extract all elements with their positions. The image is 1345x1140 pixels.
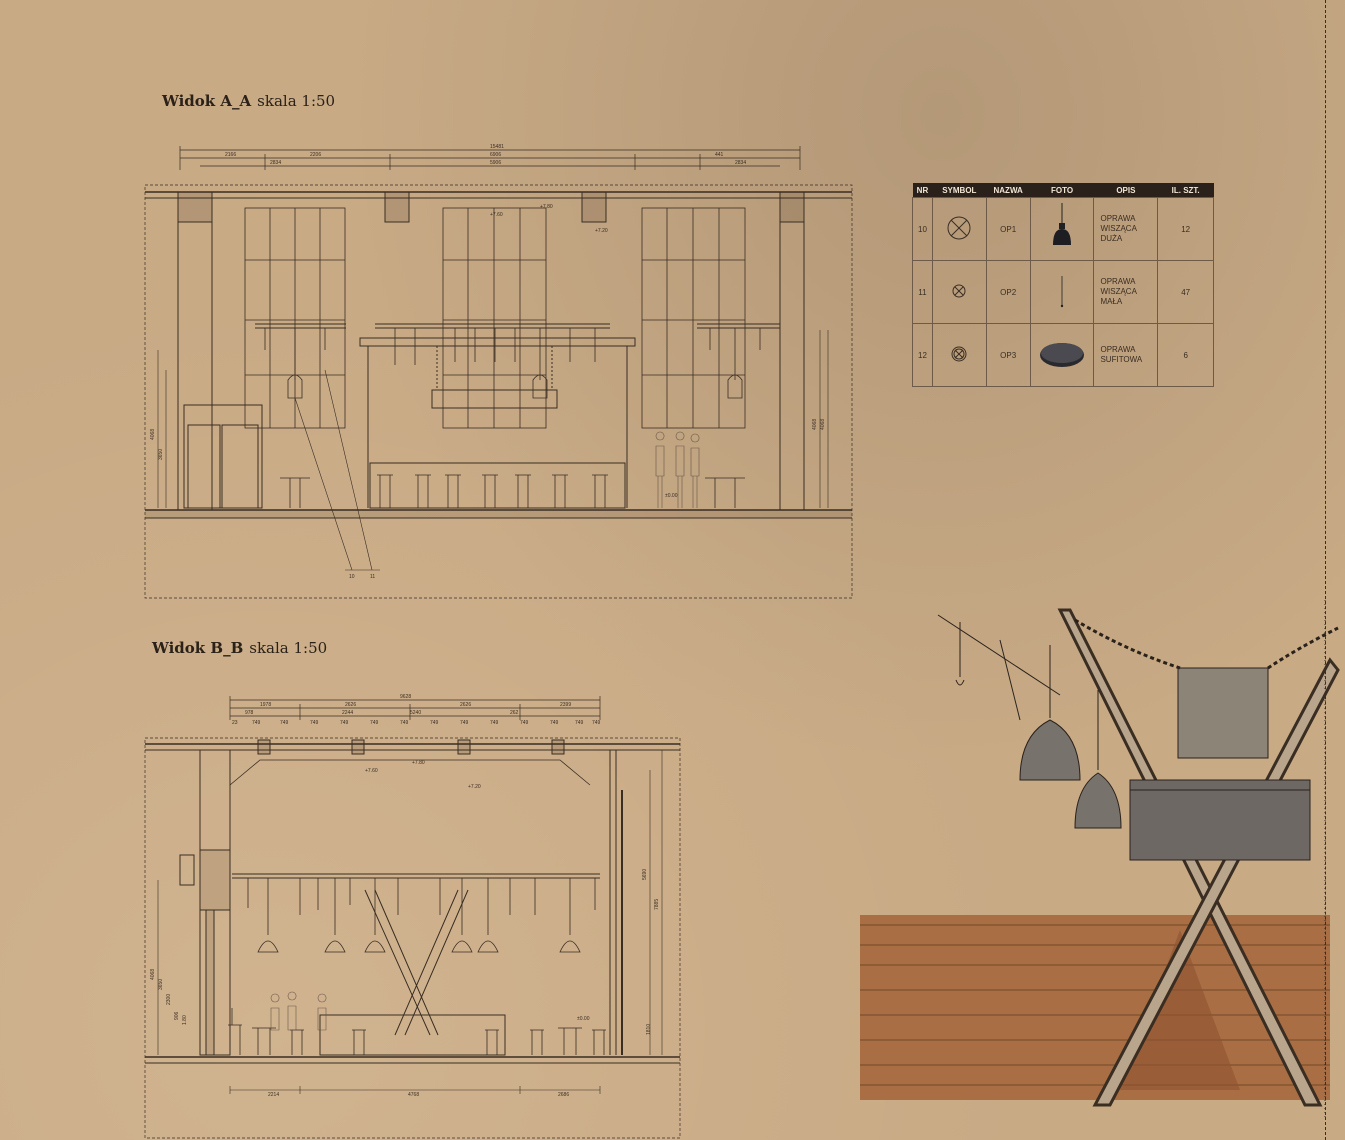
dim-text: 749 [340, 720, 349, 726]
dim-text: 749 [592, 720, 601, 726]
window-center [443, 208, 546, 428]
view-b-title: Widok B_B skala 1:50 [152, 639, 328, 657]
dim-text: 15481 [490, 144, 504, 150]
dim-text: 4768 [408, 1092, 420, 1098]
legend-name: OP3 [986, 324, 1030, 387]
legend-photo [1030, 324, 1094, 387]
legend-symbol [932, 261, 986, 324]
dim-text: 749 [400, 720, 409, 726]
dim-text: 749 [430, 720, 439, 726]
dim-text: 7885 [654, 898, 660, 910]
legend-desc: OPRAWA WISZĄCA MAŁA [1094, 261, 1158, 324]
legend-qty: 6 [1158, 324, 1214, 387]
level-mark: +7.60 [365, 768, 378, 774]
dim-text: 749 [550, 720, 559, 726]
view-a-elevation [140, 140, 860, 610]
callout-label: 10 [349, 574, 355, 580]
dim-text: 3650 [158, 448, 164, 460]
dim-text: 2300 [166, 993, 172, 1005]
dim-text: 4068 [150, 428, 156, 440]
dim-text: 441 [715, 152, 724, 158]
dim-text: 749 [575, 720, 584, 726]
dim-text: 749 [370, 720, 379, 726]
bar-sketch-illustration [860, 600, 1340, 1120]
legend-qty: 12 [1158, 198, 1214, 261]
dim-text: 2214 [268, 1092, 280, 1098]
level-mark: ±0.00 [577, 1016, 590, 1022]
dim-text: 5240 [410, 710, 422, 716]
level-mark: +7.20 [595, 228, 608, 234]
legend-header: SYMBOL [932, 183, 986, 198]
dim-text: 2399 [560, 702, 572, 708]
dim-text: 2206 [310, 152, 322, 158]
lighting-legend-table [912, 183, 1214, 387]
view-b-elevation [140, 690, 700, 1140]
legend-symbol [932, 324, 986, 387]
dim-text: 4068 [812, 418, 818, 430]
callout-label: 11 [370, 574, 376, 580]
dim-text: 23 [232, 720, 238, 726]
level-mark: +7.20 [468, 784, 481, 790]
dim-text: 3650 [158, 978, 164, 990]
bar-stools [377, 475, 608, 508]
dim-text: 1810 [646, 1023, 652, 1035]
dim-text: 5906 [490, 160, 502, 166]
view-a-title: Widok A_A skala 1:50 [162, 92, 336, 110]
pendant-lamp-large-icon [1047, 203, 1077, 253]
legend-desc: OPRAWA SUFITOWA [1094, 324, 1158, 387]
sheet-edge-dotted-line [1325, 0, 1326, 1140]
legend-name: OP1 [986, 198, 1030, 261]
dim-text: 1978 [260, 702, 272, 708]
dim-text: 9628 [400, 694, 412, 700]
dim-text: 4068 [150, 968, 156, 980]
legend-header: IL. SZT. [1158, 183, 1214, 198]
dim-text: 2166 [225, 152, 237, 158]
dim-text: 749 [310, 720, 319, 726]
dim-text: 749 [280, 720, 289, 726]
level-mark: ±0.00 [665, 493, 678, 499]
legend-header: NR [913, 183, 933, 198]
dim-text: 1.80 [182, 1015, 188, 1025]
x-frame-structure [320, 890, 505, 1055]
window-left [245, 208, 345, 428]
dim-text: 6906 [490, 152, 502, 158]
legend-qty: 47 [1158, 261, 1214, 324]
legend-header: FOTO [1030, 183, 1094, 198]
level-mark: +7.80 [412, 760, 425, 766]
legend-symbol [932, 198, 986, 261]
circle-x-double-icon [950, 345, 968, 363]
legend-header: OPIS [1094, 183, 1158, 198]
dim-text: 4068 [820, 418, 826, 430]
legend-desc: OPRAWA WISZĄCA DUŻA [1094, 198, 1158, 261]
dim-text: 2626 [460, 702, 472, 708]
people-silhouettes [656, 432, 699, 508]
legend-header-row [913, 183, 1214, 198]
circle-x-small-icon [951, 283, 967, 299]
dim-text: 2834 [735, 160, 747, 166]
dim-text: 749 [490, 720, 499, 726]
dim-text: 2244 [342, 710, 354, 716]
legend-row [913, 198, 1214, 261]
dim-text: 978 [245, 710, 254, 716]
ceiling-lamp-icon [1037, 337, 1087, 371]
dim-text: 5690 [642, 868, 648, 880]
dim-text: 2686 [558, 1092, 570, 1098]
dim-text: 2834 [270, 160, 282, 166]
legend-name: OP2 [986, 261, 1030, 324]
dim-text: 749 [460, 720, 469, 726]
dim-text: 2626 [345, 702, 357, 708]
legend-row [913, 324, 1214, 387]
dim-text: 906 [174, 1011, 180, 1020]
level-mark: +7.80 [540, 204, 553, 210]
legend-nr: 11 [913, 261, 933, 324]
dim-text: 262 [510, 710, 519, 716]
window-right [642, 208, 745, 428]
level-mark: +7.60 [490, 212, 503, 218]
dim-text: 749 [252, 720, 261, 726]
legend-nr: 10 [913, 198, 933, 261]
pendant-lamp-small-icon [1057, 271, 1067, 311]
legend-header: NAZWA [986, 183, 1030, 198]
legend-row [913, 261, 1214, 324]
circle-x-large-icon [946, 215, 972, 241]
dim-text: 749 [520, 720, 529, 726]
legend-photo [1030, 198, 1094, 261]
legend-photo [1030, 261, 1094, 324]
legend-nr: 12 [913, 324, 933, 387]
